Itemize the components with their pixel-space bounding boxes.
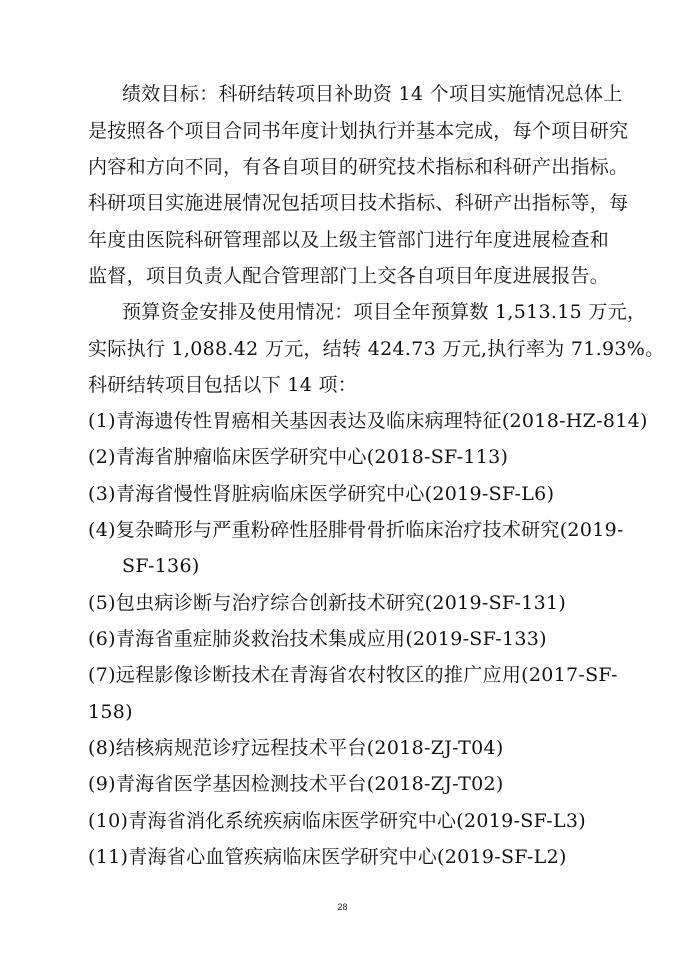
list-item-continuation: 158) — [88, 701, 133, 723]
performance-goal-line-1: 绩效目标：科研结转项目补助资 14 个项目实施情况总体上 — [122, 83, 623, 105]
budget-line-2: 实际执行 1,088.42 万元，结转 424.73 万元,执行率为 71.93%。 — [88, 338, 665, 360]
list-item: (7)远程影像诊断技术在青海省农村牧区的推广应用(2017-SF- — [88, 664, 618, 686]
list-item-continuation: SF-136) — [122, 555, 200, 577]
list-item: (11)青海省心血管疾病临床医学研究中心(2019-SF-L2) — [88, 846, 567, 868]
budget-line-1: 预算资金安排及使用情况：项目全年预算数 1,513.15 万元， — [122, 301, 647, 323]
performance-goal-line-3: 内容和方向不同，有各自项目的研究技术指标和科研产出指标。 — [88, 156, 629, 178]
performance-goal-line-5: 年度由医院科研管理部以及上级主管部门进行年度进展检查和 — [88, 229, 610, 251]
budget-line-3: 科研结转项目包括以下 14 项： — [88, 374, 358, 396]
list-item: (5)包虫病诊断与治疗综合创新技术研究(2019-SF-131) — [88, 592, 567, 614]
list-item: (3)青海省慢性肾脏病临床医学研究中心(2019-SF-L6) — [88, 483, 555, 505]
performance-goal-line-4: 科研项目实施进展情况包括项目技术指标、科研产出指标等，每 — [88, 192, 629, 214]
list-item: (4)复杂畸形与严重粉碎性胫腓骨骨折临床治疗技术研究(2019- — [88, 519, 624, 541]
list-item: (1)青海遗传性胃癌相关基因表达及临床病理特征(2018-HZ-814) — [88, 410, 648, 432]
list-item: (9)青海省医学基因检测技术平台(2018-ZJ-T02) — [88, 773, 504, 795]
performance-goal-line-2: 是按照各个项目合同书年度计划执行并基本完成，每个项目研究 — [88, 120, 629, 142]
list-item: (6)青海省重症肺炎救治技术集成应用(2019-SF-133) — [88, 628, 547, 650]
performance-goal-line-6: 监督，项目负责人配合管理部门上交各自项目年度进展报告。 — [88, 265, 610, 287]
list-item: (10)青海省消化系统疾病临床医学研究中心(2019-SF-L3) — [88, 810, 586, 832]
list-item: (2)青海省肿瘤临床医学研究中心(2018-SF-113) — [88, 446, 509, 468]
list-item: (8)结核病规范诊疗远程技术平台(2018-ZJ-T04) — [88, 737, 504, 759]
page-number: 28 — [337, 902, 348, 912]
